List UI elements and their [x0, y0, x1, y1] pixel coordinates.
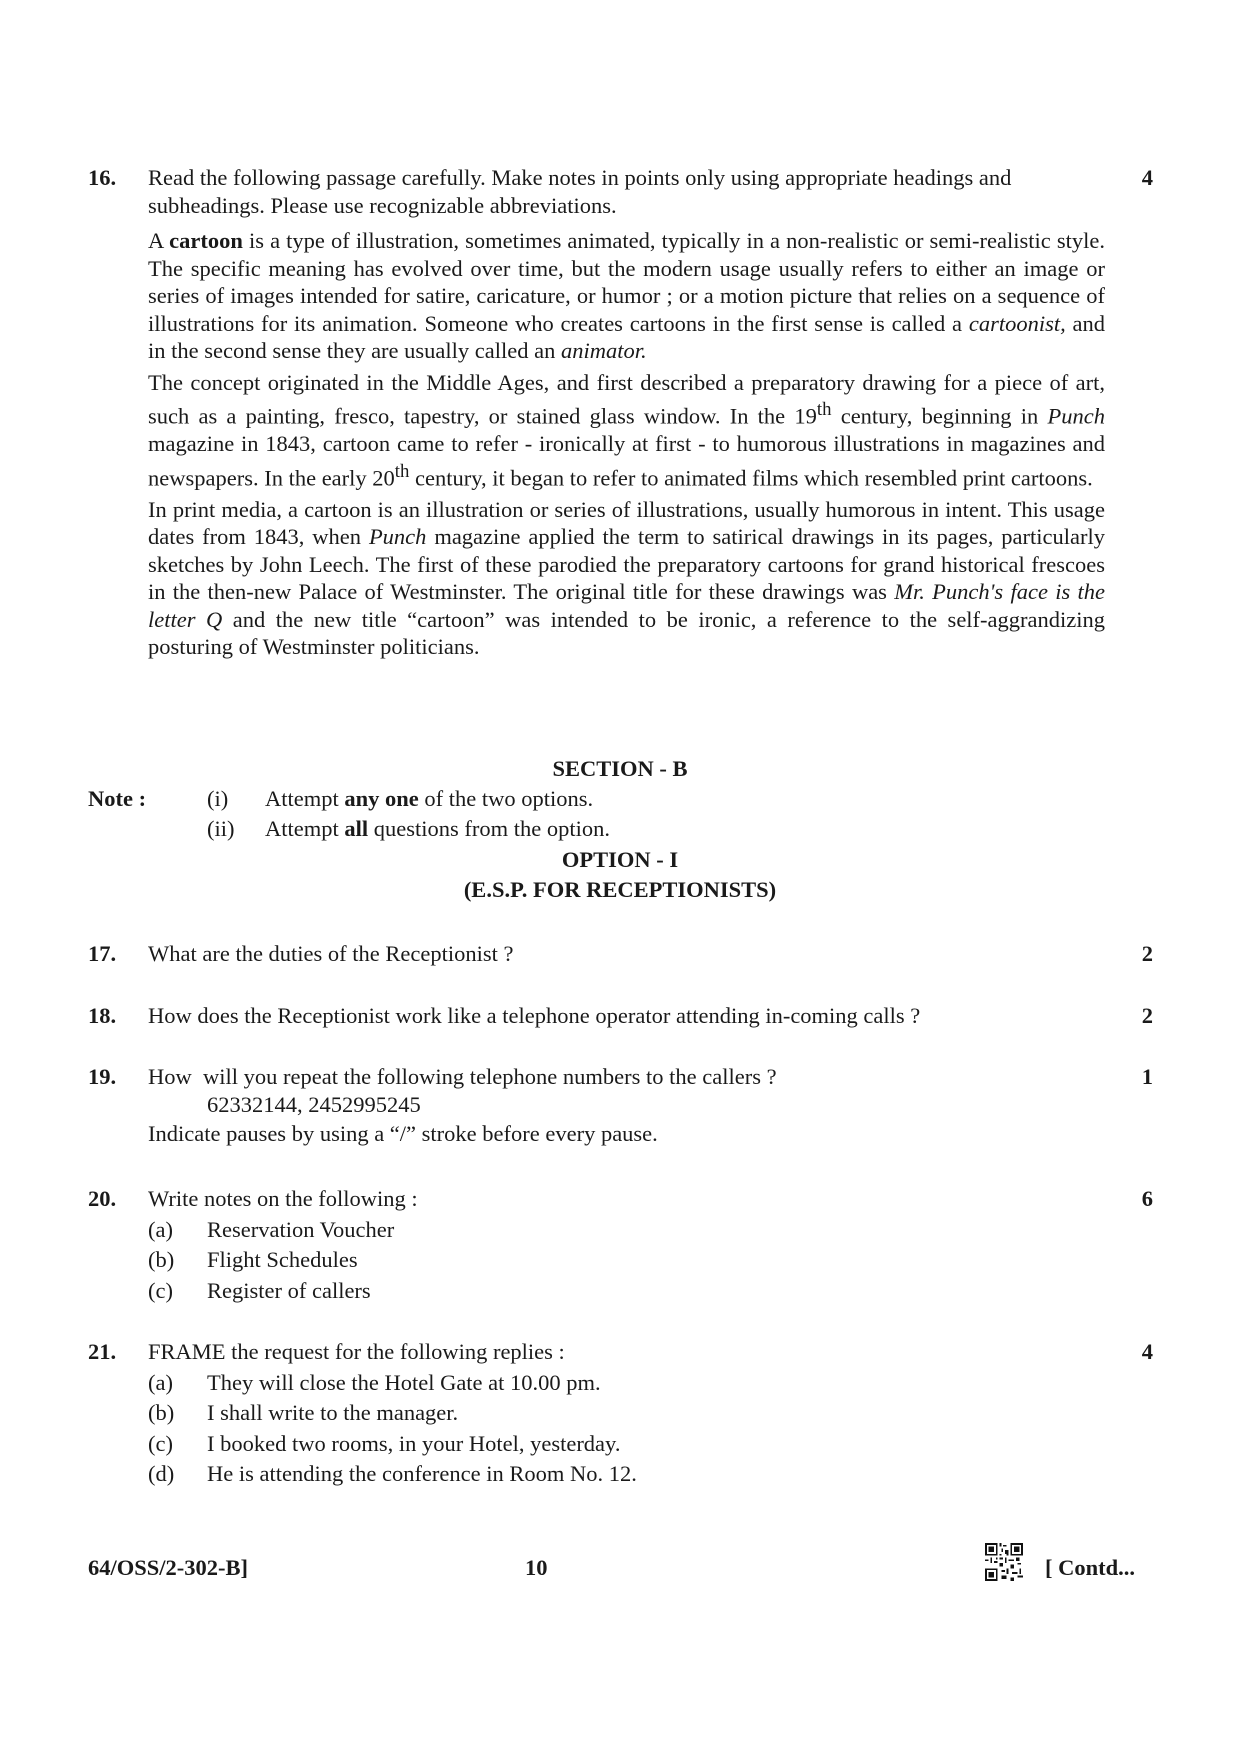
- text-run-italic: Punch: [1047, 403, 1105, 429]
- text-run: century, beginning in: [831, 403, 1048, 429]
- option-subtitle: (E.S.P. FOR RECEPTIONISTS): [463, 877, 777, 902]
- text-run: magazine in 1843, cartoon came to refer - ironically at first - to humorous illustrations in magazines and newspapers. In the early 20: [148, 431, 1105, 490]
- text-run: In print media, a cartoon is an illustration or series of illustrations, usually humorous in intent. This usage dates from 1843, when: [148, 496, 1105, 549]
- text-run: Attempt: [265, 816, 345, 841]
- item-text: Register of callers: [207, 1277, 371, 1303]
- page-number: 10: [525, 1555, 548, 1580]
- question-19: [88, 1063, 1153, 1148]
- superscript: th: [816, 399, 832, 420]
- text-run: is a type of illustration, sometimes animated, typically in a non-realistic or semi-realistic style. The specific meaning has evolved over time, but the modern usage usually refers to either an image or series of images intended for satire, caricature, or humor ; or a motion picture that relies on a sequence of illustrations for its animation. Someone who creates cartoons in the first sense is called a: [148, 228, 1105, 336]
- telephone-numbers: 62332144, 2452995245: [207, 1091, 421, 1117]
- text-run: A: [148, 228, 170, 253]
- item-text: They will close the Hotel Gate at 10.00 pm.: [207, 1369, 601, 1395]
- text-run-italic: Mr. Punch's face is the letter Q: [148, 579, 1105, 632]
- item-text: I booked two rooms, in your Hotel, yesterday.: [207, 1430, 621, 1456]
- item-label: (b): [148, 1247, 175, 1272]
- text-run: questions from the option.: [368, 816, 610, 841]
- text-run-italic: cartoonist,: [968, 310, 1066, 336]
- question-text: How will you repeat the following telephone numbers to the callers ?: [148, 1064, 777, 1089]
- question-body: [148, 164, 1105, 661]
- question-text: How does the Receptionist work like a telephone operator attending in-coming calls ?: [148, 1003, 921, 1028]
- list-item: [148, 1460, 1105, 1488]
- item-label: (a): [148, 1369, 173, 1395]
- question-marks: 4: [1141, 1339, 1153, 1364]
- question-number: 20.: [88, 1186, 117, 1211]
- item-text: I shall write to the manager.: [207, 1400, 459, 1425]
- question-marks: 6: [1141, 1186, 1153, 1211]
- question-text: FRAME the request for the following replies :: [148, 1339, 565, 1364]
- question-17: [88, 940, 1153, 968]
- question-body: [148, 1063, 1105, 1148]
- question-marks: 4: [1141, 165, 1153, 190]
- question-number: 21.: [88, 1339, 117, 1364]
- item-label: (c): [148, 1430, 173, 1456]
- question-21: [88, 1338, 1153, 1488]
- continued-label: [ Contd...: [1045, 1555, 1136, 1580]
- item-label: (b): [148, 1400, 175, 1425]
- text-run-bold: any one: [344, 786, 419, 811]
- question-instruction: Read the following passage carefully. Make notes in points only using appropriate headings and subheadings. Please use recognizable abbreviations.: [148, 165, 1012, 218]
- question-18: [88, 1002, 1153, 1030]
- question-number: 16.: [88, 165, 117, 190]
- text-run: of the two options.: [418, 786, 594, 811]
- list-item: [148, 1277, 1105, 1305]
- question-number: 19.: [88, 1064, 117, 1089]
- question-body: [148, 1338, 1105, 1488]
- note-number: (i): [207, 786, 229, 811]
- note-line-2: [207, 815, 610, 843]
- superscript: th: [394, 460, 410, 482]
- section-title: SECTION - B: [552, 756, 688, 781]
- note-number: (ii): [207, 816, 235, 841]
- list-item: [148, 1216, 1105, 1244]
- text-run: and in the second sense they are usually called an: [148, 310, 1105, 363]
- text-run: century, it began to refer to animated films which resembled print cartoons.: [409, 465, 1093, 490]
- question-20: [88, 1185, 1153, 1304]
- item-text: Reservation Voucher: [207, 1216, 395, 1242]
- list-item: [148, 1430, 1105, 1458]
- passage-paragraph-2: [148, 369, 1105, 492]
- passage-paragraph-3: [148, 496, 1105, 661]
- item-label: (c): [148, 1277, 173, 1303]
- question-number: 17.: [88, 941, 117, 966]
- question-text: What are the duties of the Receptionist ?: [148, 941, 514, 966]
- question-marks: 1: [1141, 1064, 1153, 1089]
- option-title: OPTION - I: [561, 847, 679, 872]
- question-marks: 2: [1141, 941, 1153, 966]
- list-item: [148, 1399, 1105, 1427]
- question-marks: 2: [1141, 1003, 1153, 1028]
- qr-code-icon: [985, 1543, 1023, 1581]
- item-text: Flight Schedules: [207, 1247, 358, 1272]
- question-16: [88, 164, 1153, 665]
- text-run-bold: cartoon: [169, 228, 243, 253]
- question-instruction: Indicate pauses by using a “/” stroke before every pause.: [148, 1121, 658, 1146]
- question-text: Write notes on the following :: [148, 1186, 418, 1211]
- note-label: Note :: [88, 786, 147, 811]
- text-run: Attempt: [265, 786, 345, 811]
- question-number: 18.: [88, 1003, 117, 1028]
- text-run: and the new title “cartoon” was intended to be ironic, a reference to the self-aggrandizing posturing of Westminster politicians.: [148, 606, 1105, 659]
- text-run-italic: animator.: [560, 338, 647, 363]
- item-text: He is attending the conference in Room No. 12.: [207, 1461, 637, 1486]
- item-label: (a): [148, 1216, 173, 1242]
- list-item: [148, 1246, 1105, 1274]
- text-run-italic: Punch: [368, 524, 427, 549]
- passage-paragraph-1: [148, 227, 1105, 365]
- question-body: [148, 1185, 1105, 1304]
- item-label: (d): [148, 1461, 175, 1486]
- text-run-bold: all: [344, 816, 369, 841]
- paper-code: 64/OSS/2-302-B]: [88, 1555, 249, 1580]
- list-item: [148, 1369, 1105, 1397]
- text-run: magazine applied the term to satirical drawings in its pages, particularly sketches by John Leech. The first of these parodied the preparatory cartoons for grand historical frescoes in the then-new Palace of Westminster. The original title for these drawings was: [148, 524, 1105, 604]
- text-run: The concept originated in the Middle Ages, and first described a preparatory drawing for a piece of art, such as a painting, fresco, tapestry, or stained glass window. In the 19: [148, 369, 1105, 429]
- note-line-1: [207, 785, 593, 813]
